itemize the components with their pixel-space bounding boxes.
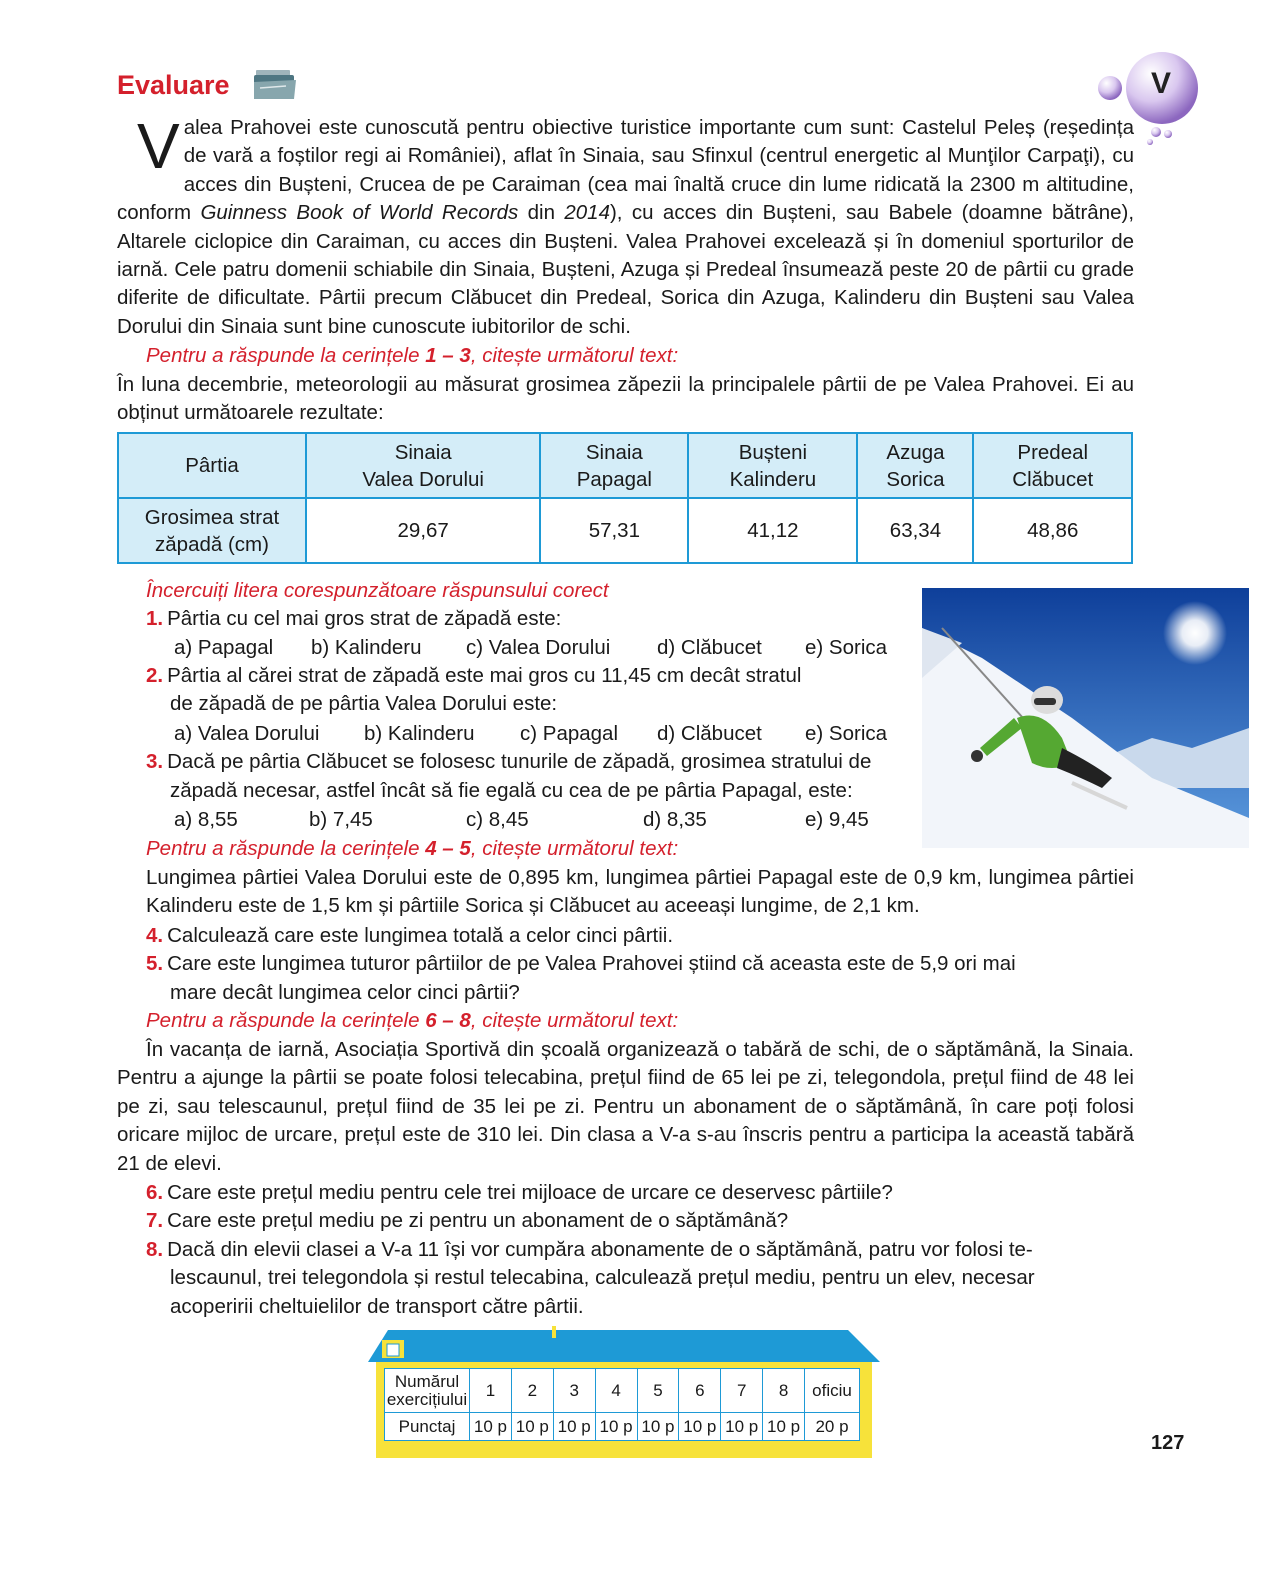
question-5-line-2: mare decât lungimea celor cinci pârtii? (170, 981, 520, 1004)
score-col: 8 (763, 1369, 805, 1413)
option: c) Valea Dorului (466, 636, 611, 659)
score-col: oficiu (805, 1369, 860, 1413)
table-col-header: Sinaia Valea Dorului (306, 433, 540, 498)
dropcap: V (137, 110, 180, 182)
paragraph-camp: În vacanța de iarnă, Asociația Sportivă din școală organizează o tabără de schi, de o săptămână, la Sinaia. Pentru a ajunge la pârtii se poate folosi telecabina, prețul fiind de 65 lei pe zi, telegondola, prețul fiind de 48 lei pe zi, sau telescaunul, prețul fiind de 35 lei pe zi. Pentru un abonament de o săptămână, în care poți folosi oricare mijloc de urcare, prețul este de 310 lei. Din clasa a V-a s-au înscris pentru a participa la această tabără 21 de elevi. (117, 1038, 1134, 1175)
table-cell: 48,86 (973, 498, 1132, 563)
option: a) Papagal (174, 636, 274, 659)
cue-1-3: Pentru a răspunde la cerințele 1 – 3, citește următorul text: (146, 344, 679, 367)
score-col: 7 (721, 1369, 763, 1413)
option: d) Clăbucet (657, 722, 762, 745)
score-cell: 10 p (595, 1413, 637, 1441)
unit-badge-letter: V (1151, 67, 1172, 100)
folder-icon (252, 68, 298, 102)
score-cell: 10 p (553, 1413, 595, 1441)
score-cell: 10 p (470, 1413, 512, 1441)
question-2-options (174, 720, 904, 748)
table-cell: 41,12 (688, 498, 857, 563)
option: e) Sorica (805, 636, 888, 659)
score-table (384, 1368, 860, 1441)
score-cell: 10 p (637, 1413, 679, 1441)
question-8-line-3: acoperirii cheltuielilor de transport către pârtii. (170, 1295, 584, 1318)
skier-photo (922, 588, 1249, 848)
question-7: 7. Care este prețul mediu pe zi pentru un abonament de o săptămână? (146, 1209, 789, 1232)
question-8: 8. Dacă din elevii clasei a V-a 11 își vor cumpăra abonamente de o săptămână, patru vor folosi te- (146, 1238, 1033, 1261)
score-cell: 10 p (679, 1413, 721, 1441)
page-number: 127 (1151, 1432, 1185, 1454)
score-label: Punctaj (385, 1413, 470, 1441)
table-row-header: Pârtia (118, 433, 306, 498)
question-4: 4. Calculează care este lungimea totală a celor cinci pârtii. (146, 924, 674, 947)
score-col: 2 (511, 1369, 553, 1413)
table-col-header: Sinaia Papagal (540, 433, 688, 498)
score-cell: 20 p (805, 1413, 860, 1441)
option: e) 9,45 (805, 808, 869, 831)
question-5: 5. Care este lungimea tuturor pârtiilor de pe Valea Prahovei știind că aceasta este de 5,9 ori mai (146, 952, 1016, 975)
table-cell: 29,67 (306, 498, 540, 563)
table-row-header: Grosimea strat zăpadă (cm) (118, 498, 306, 563)
table-cell: 57,31 (540, 498, 688, 563)
table-cell: 63,34 (857, 498, 973, 563)
option: a) 8,55 (174, 808, 238, 831)
question-3-line-2: zăpadă necesar, astfel încât să fie egală cu cea de pe pârtia Papagal, este: (170, 779, 853, 802)
table-col-header: Predeal Clăbucet (973, 433, 1132, 498)
score-cell: 10 p (721, 1413, 763, 1441)
score-cell: 10 p (511, 1413, 553, 1441)
option: e) Sorica (805, 722, 888, 745)
table-col-header: Azuga Sorica (857, 433, 973, 498)
table-col-header: Bușteni Kalinderu (688, 433, 857, 498)
option: b) 7,45 (309, 808, 373, 831)
option: d) 8,35 (643, 808, 707, 831)
score-cell: 10 p (763, 1413, 805, 1441)
question-8-line-2: lescaunul, trei telegondola și restul telecabina, calculează prețul mediu, pentru un elev, necesar (170, 1266, 1035, 1289)
cue-4-5: Pentru a răspunde la cerințele 4 – 5, citește următorul text: (146, 837, 679, 860)
option: c) Papagal (520, 722, 619, 745)
option: c) 8,45 (466, 808, 529, 831)
paragraph-lengths: Lungimea pârtiei Valea Dorului este de 0,895 km, lungimea pârtiei Papagal este de 0,9 km, lungimea pârtiei Kalinderu este de 1,5 km și pârtiile Sorica și Clăbucet au aceeași lungime, de 2,1 km. (146, 866, 1134, 918)
intro-paragraph: Valea Prahovei este cunoscută pentru obiective turistice importante cum sunt: Castelul Peleș (reședința de vară a foștilor regi ai României), aflat în Sinaia, sau Sfinxul (centrul energetic al Munţilor Carpaţi), cu acces din Bușteni, Crucea de pe Caraiman (cea mai înaltă cruce din lume ridicată la 2300 m altitudine, conform Guinness Book of World Records din 2014), cu acces din Bușteni, sau Babele (doamne bătrâne), Altarele ciclopice din Caraiman, cu acces din Bușteni. Valea Prahovei excelează și în domeniul sporturilor de iarnă. Cele patru domenii schiabile din Sinaia, Bușteni, Azuga și Predeal însumează peste 20 de pârtii cu grade diferite de dificultate. Pârtii precum Clăbucet din Predeal, Sorica din Azuga, Kalinderu din Bușteni sau Valea Dorului din Sinaia sunt bine cunoscute iubitorilor de schi. (117, 110, 1135, 338)
option: b) Kalinderu (364, 722, 475, 745)
paragraph-snow: În luna decembrie, meteorologii au măsurat grosimea zăpezii la principalele pârtii de pe Valea Prahovei. Ei au obținut următoarele rezultate: (117, 373, 1134, 425)
question-3: 3. Dacă pe pârtia Clăbucet se folosesc tunurile de zăpadă, grosimea stratului de (146, 750, 872, 773)
question-1-options (174, 634, 904, 662)
score-col: 1 (470, 1369, 512, 1413)
question-1: 1. Pârtia cu cel mai gros strat de zăpadă este: (146, 607, 562, 630)
score-col: 5 (637, 1369, 679, 1413)
question-6: 6. Care este prețul mediu pentru cele trei mijloace de urcare ce deservesc pârtiile? (146, 1181, 893, 1204)
cue-6-8: Pentru a răspunde la cerințele 6 – 8, citește următorul text: (146, 1009, 679, 1032)
score-col: 6 (679, 1369, 721, 1413)
score-col: 3 (553, 1369, 595, 1413)
page-title: Evaluare (117, 70, 230, 100)
option: a) Valea Dorului (174, 722, 320, 745)
question-2-line-2: de zăpadă de pe pârtia Valea Dorului este: (170, 692, 558, 715)
question-3-options (174, 806, 904, 834)
instruction: Încercuiți litera corespunzătoare răspunsului corect (146, 579, 609, 602)
snow-table (117, 432, 1133, 564)
score-col: 4 (595, 1369, 637, 1413)
score-label: Numărul exercițiului (385, 1369, 470, 1413)
question-2: 2. Pârtia al cărei strat de zăpadă este mai gros cu 11,45 cm decât stratul (146, 664, 802, 687)
option: b) Kalinderu (311, 636, 422, 659)
option: d) Clăbucet (657, 636, 762, 659)
